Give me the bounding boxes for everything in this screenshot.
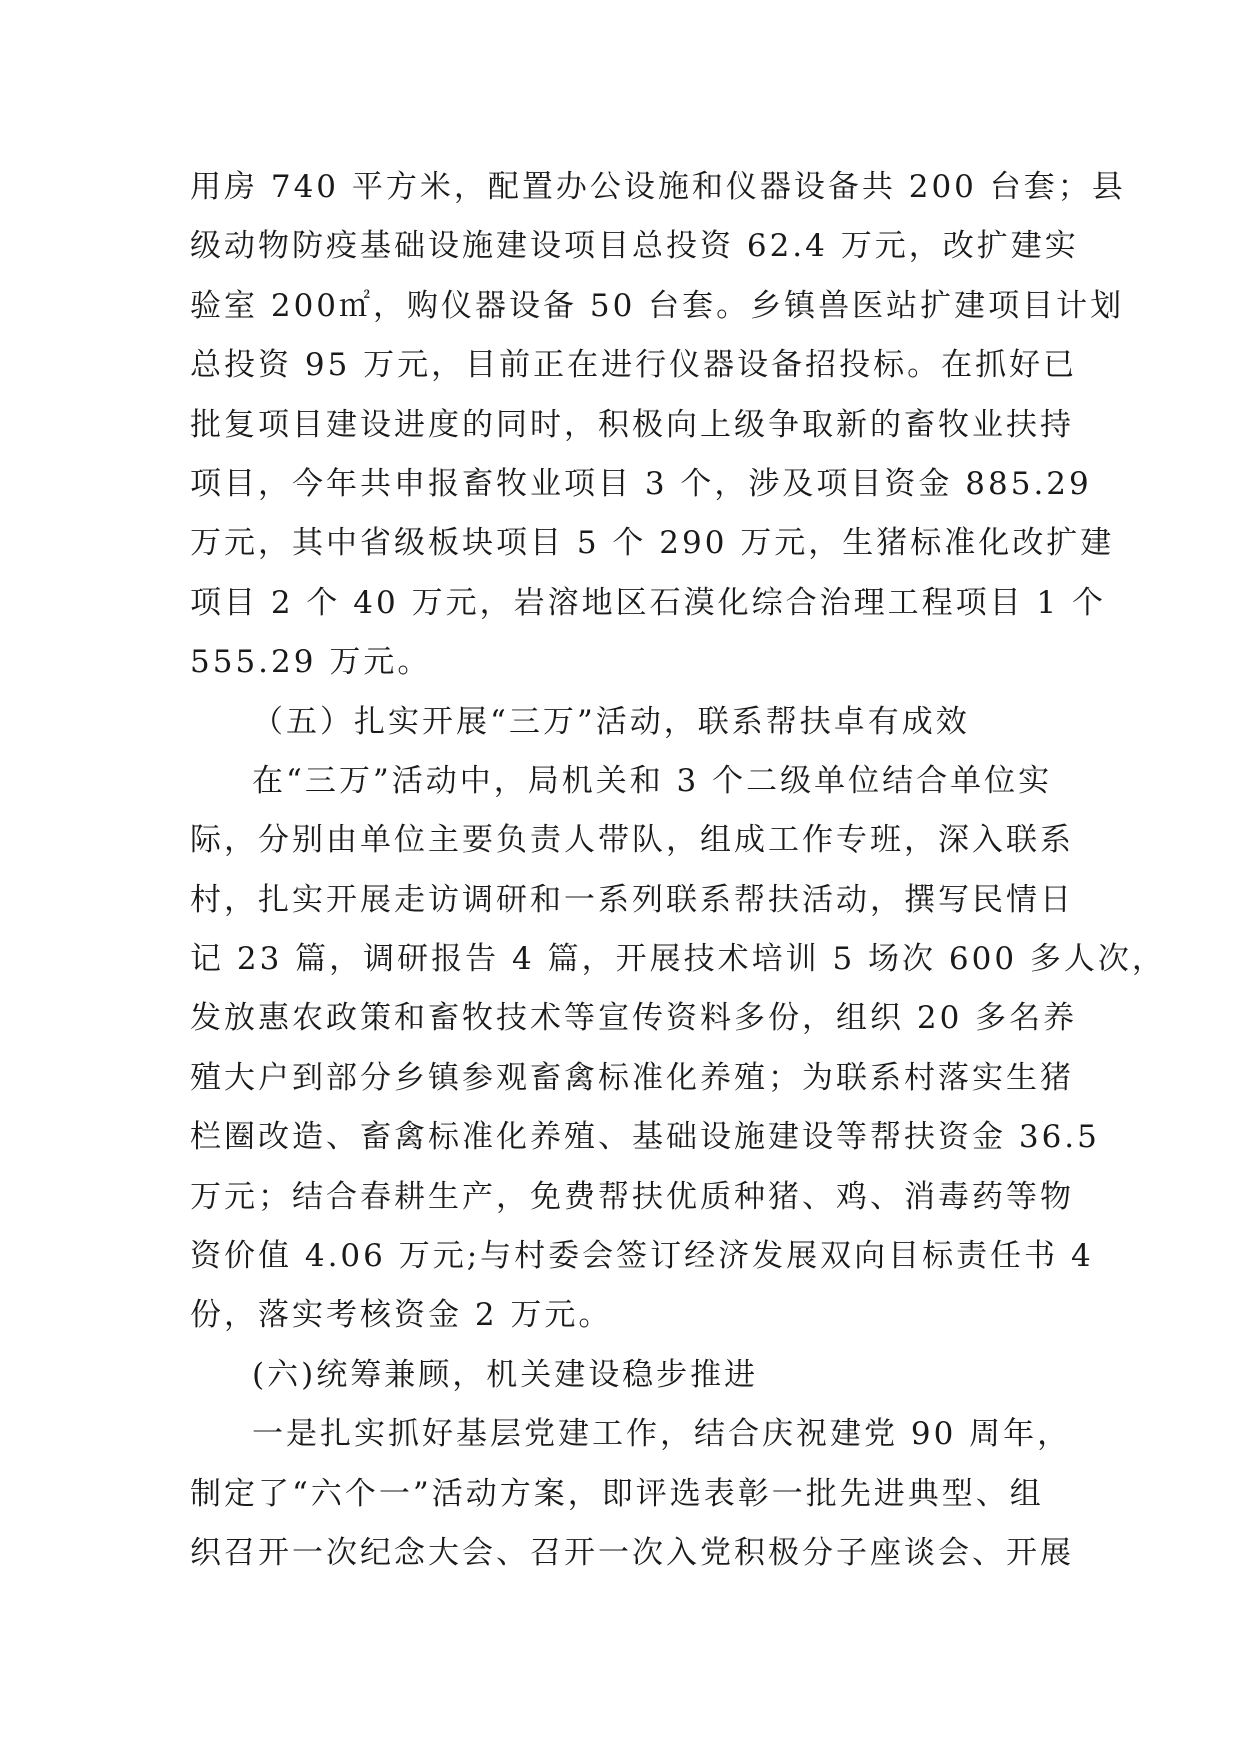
text-line: 级动物防疫基础设施建设项目总投资 62.4 万元，改扩建实	[190, 228, 1079, 265]
text-line: 555.29 万元。	[190, 644, 432, 681]
document-body	[190, 158, 1166, 1583]
text-line: 织召开一次纪念大会、召开一次入党积极分子座谈会、开展	[190, 1534, 1074, 1571]
text-line: 项目，今年共申报畜牧业项目 3 个，涉及项目资金 885.29	[190, 465, 1092, 502]
text-line: 份，落实考核资金 2 万元。	[190, 1297, 613, 1334]
text-line: 验室 200㎡，购仪器设备 50 台套。乡镇兽医站扩建项目计划	[190, 287, 1125, 324]
text-line: 万元，其中省级板块项目 5 个 290 万元，生猪标准化改扩建	[190, 525, 1115, 562]
text-line: 一是扎实抓好基层党建工作，结合庆祝建党 90 周年，	[252, 1416, 1072, 1453]
text-line: 村，扎实开展走访调研和一系列联系帮扶活动，撰写民情日	[190, 881, 1074, 918]
text-line: 用房 740 平方米，配置办公设施和仪器设备共 200 台套；县	[190, 169, 1126, 205]
text-line: 项目 2 个 40 万元，岩溶地区石漠化综合治理工程项目 1 个	[190, 584, 1107, 621]
text-line: 批复项目建设进度的同时，积极向上级争取新的畜牧业扶持	[190, 406, 1074, 443]
text-line: 记 23 篇，调研报告 4 篇，开展技术培训 5 场次 600 多人次，	[190, 941, 1166, 978]
text-line: 万元；结合春耕生产，免费帮扶优质种猪、鸡、消毒药等物	[190, 1178, 1074, 1215]
text-line: 栏圈改造、畜禽标准化养殖、基础设施建设等帮扶资金 36.5	[190, 1119, 1100, 1156]
section-heading: (六)统筹兼顾，机关建设稳步推进	[252, 1356, 759, 1393]
text-line: 总投资 95 万元，目前正在进行仪器设备招投标。在抓好已	[190, 347, 1078, 384]
section-heading: （五）扎实开展“三万”活动，联系帮扶卓有成效	[252, 703, 970, 740]
text-line: 殖大户到部分乡镇参观畜禽标准化养殖；为联系村落实生猪	[190, 1059, 1074, 1096]
text-line: 制定了“六个一”活动方案，即评选表彰一批先进典型、组	[190, 1475, 1044, 1512]
text-line: 际，分别由单位主要负责人带队，组成工作专班，深入联系	[190, 822, 1074, 859]
text-line: 在“三万”活动中，局机关和 3 个二级单位结合单位实	[252, 762, 1053, 799]
text-line: 资价值 4.06 万元;与村委会签订经济发展双向目标责任书 4	[190, 1238, 1094, 1275]
text-line: 发放惠农政策和畜牧技术等宣传资料多份，组织 20 多名养	[190, 1000, 1078, 1037]
